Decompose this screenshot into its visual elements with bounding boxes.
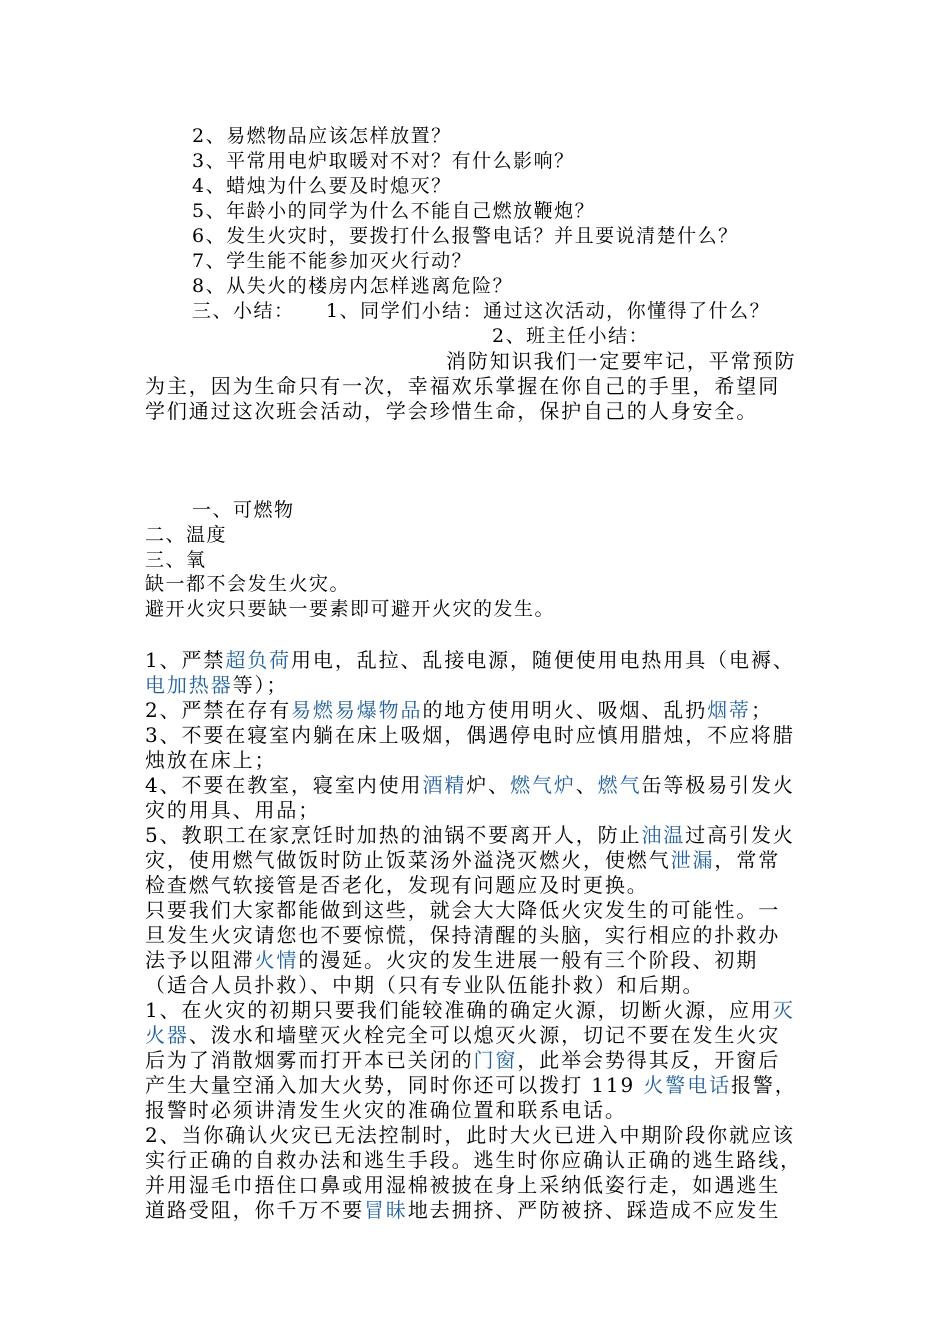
paragraph-line: （适合人员扑救）、中期（只有专业队伍能扑救）和后期。 — [145, 973, 705, 997]
paragraph-line: 只要我们大家都能做到这些，就会大大降低火灾发生的可能性。一 — [145, 898, 781, 922]
keyword-link[interactable]: 门窗 — [473, 1048, 518, 1072]
summary-text-line: 为主，因为生命只有一次，幸福欢乐掌握在你自己的手里，希望同 — [145, 374, 781, 398]
rule-4-line: 灾的用具、用品； — [145, 798, 321, 822]
stage-2-line: 并用湿毛巾捂住口鼻或用湿棉被披在身上采纳低姿行走，如遇逃生 — [145, 1173, 781, 1197]
question-7: 7、学生能不能参加灭火行动？ — [192, 250, 473, 272]
keyword-link[interactable]: 火警电话 — [643, 1073, 731, 1097]
summary-students: 1、同学们小结：通过这次活动，你懂得了什么？ — [326, 300, 771, 322]
question-3: 3、平常用电炉取暖对不对？有什么影响？ — [192, 150, 575, 172]
keyword-link[interactable]: 火情 — [254, 948, 299, 972]
keyword-link[interactable]: 烟蒂 — [707, 698, 751, 722]
keyword-link[interactable]: 燃气 — [597, 773, 642, 797]
stage-2-line: 2、当你确认火灾已无法控制时，此时大火已进入中期阶段你就应该 — [145, 1123, 795, 1147]
question-6: 6、发生火灾时，要拨打什么报警电话？并且要说清楚什么？ — [192, 225, 739, 247]
paragraph-line: 旦发生火灾请您也不要惊慌，保持清醒的头脑，实行相应的扑救办 — [145, 923, 781, 947]
rule-5-line: 5、教职工在家烹饪时加热的油锅不要离开人，防止油温过高引发火 — [145, 823, 795, 847]
stage-1-line: 报警时必须讲清发生火灾的准确位置和联系电话。 — [145, 1098, 627, 1122]
rule-2-line: 2、严禁在存有易燃易爆物品的地方使用明火、吸烟、乱扔烟蒂； — [145, 698, 773, 722]
paragraph-line: 法予以阻滞火情的漫延。火灾的发生进展一般有三个阶段、初期 — [145, 948, 759, 972]
keyword-link[interactable]: 冒昧 — [364, 1198, 408, 1222]
stage-1-line: 后为了消散烟雾而打开本已关闭的门窗，此举会势得其反，开窗后 — [145, 1048, 781, 1072]
keyword-link[interactable]: 酒精 — [422, 773, 467, 797]
keyword-link[interactable]: 火器 — [145, 1023, 189, 1047]
keyword-link[interactable]: 油温 — [641, 823, 686, 847]
stage-1-line: 火器、泼水和墙壁灭火栓完全可以熄灭火源，切记不要在发生火灾 — [145, 1023, 781, 1047]
rule-5-line: 灾，使用燃气做饭时防止饭菜汤外溢浇灭燃火，使燃气泄漏，常常 — [145, 848, 781, 872]
summary-teacher: 2、班主任小结： — [492, 325, 650, 347]
stage-1-line: 1、在火灾的初期只要我们能较准确的确定火源，切断火源，应用灭 — [145, 998, 795, 1022]
keyword-link[interactable]: 易燃易爆物品 — [291, 698, 423, 722]
keyword-link[interactable]: 灭 — [772, 998, 795, 1022]
keyword-link[interactable]: 超负荷 — [225, 648, 292, 672]
rule-5-line: 检查燃气软接管是否老化，发现有问题应及时更换。 — [145, 873, 649, 897]
summary-text-line: 学们通过这次班会活动，学会珍惜生命，保护自己的人身安全。 — [145, 399, 759, 423]
summary-label: 三、小结： — [192, 300, 295, 322]
question-4: 4、蜡烛为什么要及时熄灭？ — [192, 175, 452, 197]
stage-2-line: 实行正确的自救办法和逃生手段。逃生时你应确认正确的逃生路线， — [145, 1148, 802, 1172]
element-oxygen: 三、氧 — [145, 549, 207, 571]
rule-4-line: 4、不要在教室，寝室内使用酒精炉、燃气炉、燃气缶等极易引发火 — [145, 773, 795, 797]
rule-3-line: 3、不要在寝室内躺在床上吸烟，偶遇停电时应慎用腊烛，不应将腊 — [145, 723, 795, 747]
rule-1-line: 电加热器等）； — [145, 673, 289, 697]
keyword-link[interactable]: 泄漏 — [670, 848, 715, 872]
element-combustible: 一、可燃物 — [192, 499, 295, 521]
question-8: 8、从失火的楼房内怎样逃离危险？ — [192, 275, 514, 297]
rule-1-line: 1、严禁超负荷用电，乱拉、乱接电源，随便使用电热用具（电褥、 — [145, 648, 795, 672]
keyword-link[interactable]: 电加热器 — [145, 673, 233, 697]
element-note: 缺一都不会发生火灾。 — [145, 573, 351, 595]
question-2: 2、易燃物品应该怎样放置？ — [192, 125, 452, 147]
element-conclusion: 避开火灾只要缺一要素即可避开火灾的发生。 — [145, 598, 556, 620]
element-temperature: 二、温度 — [145, 524, 228, 546]
question-5: 5、年龄小的同学为什么不能自己燃放鞭炮？ — [192, 200, 596, 222]
summary-text-line: 消防知识我们一定要牢记，平常预防 — [446, 349, 797, 373]
keyword-link[interactable]: 燃气炉 — [510, 773, 576, 797]
stage-1-line: 产生大量空涌入加大火势，同时你还可以拨打 119 火警电话报警， — [145, 1073, 797, 1097]
rule-3-line: 烛放在床上； — [145, 748, 277, 772]
stage-2-line: 道路受阻，你千万不要冒昧地去拥挤、严防被挤、踩造成不应发生 — [145, 1198, 781, 1222]
